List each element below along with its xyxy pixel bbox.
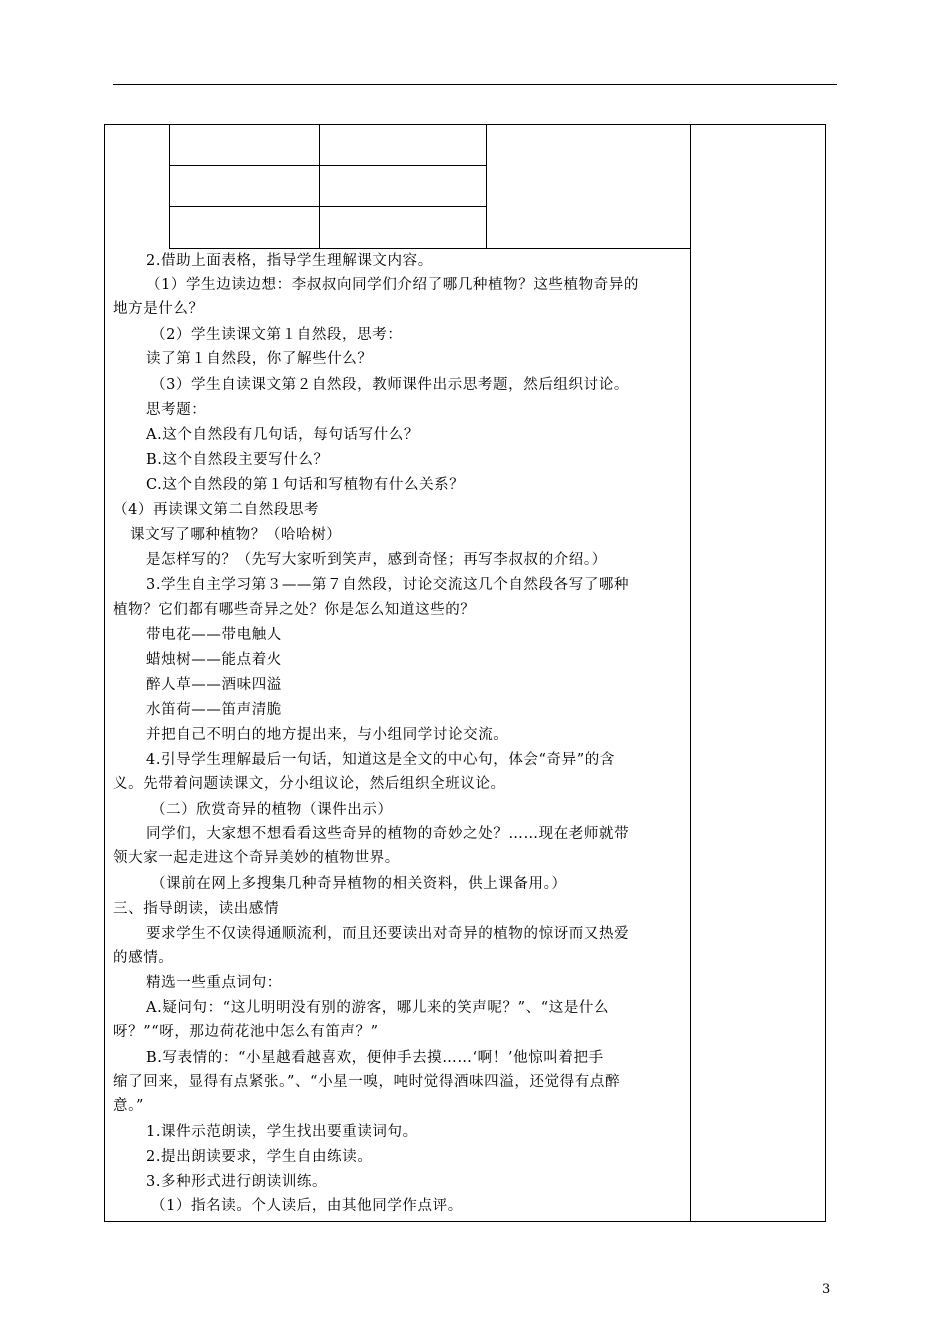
body-line: 植物？它们都有哪些奇异之处？你是怎么知道这些的？ — [113, 602, 476, 618]
body-line: 课文写了哪种植物？（哈哈树） — [130, 527, 342, 543]
body-line: 并把自己不明白的地方提出来，与小组同学讨论交流。 — [146, 727, 509, 743]
body-line: （1）学生边读边想：李叔叔向同学们介绍了哪几种植物？这些植物奇异的 — [146, 277, 640, 293]
body-line: （2）学生读课文第１自然段，思考： — [151, 327, 403, 343]
body-line: 三、指导朗读，读出感情 — [113, 901, 280, 917]
body-line: （二）欣赏奇异的植物（课件出示） — [151, 802, 393, 818]
body-line: （4）再读课文第二自然段思考 — [113, 502, 320, 518]
body-line: 思考题： — [146, 402, 207, 418]
body-line: 义。先带着问题读课文，分小组议论，然后组织全班议论。 — [113, 776, 506, 792]
body-line: 地方是什么？ — [113, 301, 204, 317]
body-line: 意。” — [113, 1098, 144, 1114]
body-line: （3）学生自读课文第２自然段，教师课件出示思考题，然后组织讨论。 — [151, 377, 629, 393]
body-line: 要求学生不仅读得通顺流利，而且还要读出对奇异的植物的惊讶而又热爱 — [146, 926, 630, 942]
body-line: A.这个自然段有几句话，每句话写什么？ — [146, 427, 419, 443]
body-line: 的感情。 — [113, 950, 174, 966]
body-line: 精选一些重点词句： — [146, 975, 282, 991]
body-line: 带电花——带电触人 — [146, 627, 282, 643]
body-line: C.这个自然段的第１句话和写植物有什么关系？ — [146, 477, 465, 493]
body-line: 醉人草——酒味四溢 — [146, 677, 282, 693]
body-line: 呀？”“呀，那边荷花池中怎么有笛声？” — [113, 1024, 379, 1040]
body-line: 读了第１自然段，你了解些什么？ — [146, 351, 373, 367]
body-line: 4.引导学生理解最后一句话，知道这是全文的中心句，体会“奇异”的含 — [146, 752, 615, 768]
body-line: A.疑问句：“这儿明明没有别的游客，哪儿来的笑声呢？”、“这是什么 — [146, 1000, 610, 1016]
body-line: 缩了回来，显得有点紧张。”、“小星一嗅，吨时觉得酒味四溢，还觉得有点醉 — [113, 1074, 621, 1090]
body-line: 1.课件示范朗读，学生找出要重读词句。 — [146, 1124, 418, 1140]
body-line: （课前在网上多搜集几种奇异植物的相关资料，供上课备用。） — [151, 876, 567, 892]
body-line: 2.借助上面表格，指导学生理解课文内容。 — [146, 253, 433, 269]
body-line: 3.多种形式进行朗读训练。 — [146, 1174, 328, 1190]
body-line: 2.提出朗读要求，学生自由练读。 — [146, 1149, 373, 1165]
body-line: 同学们，大家想不想看看这些奇异的植物的奇妙之处？……现在老师就带 — [146, 826, 630, 842]
body-line: 水笛荷——笛声清脆 — [146, 702, 282, 718]
body-line: 领大家一起走进这个奇异美妙的植物世界。 — [113, 850, 400, 866]
body-line: （1）指名读。个人读后，由其他同学作点评。 — [151, 1198, 463, 1214]
body-line: B.这个自然段主要写什么？ — [146, 452, 329, 468]
body-line: 蜡烛树——能点着火 — [146, 652, 282, 668]
body-line: 3.学生自主学习第３——第７自然段，讨论交流这几个自然段各写了哪种 — [146, 577, 630, 593]
body-line: B.写表情的：“小星越看越喜欢，便伸手去摸……‘啊！’他惊叫着把手 — [146, 1050, 604, 1066]
page-number: 3 — [822, 1282, 831, 1297]
body-line: 是怎样写的？（先写大家听到笑声，感到奇怪；再写李叔叔的介绍。） — [146, 552, 607, 568]
